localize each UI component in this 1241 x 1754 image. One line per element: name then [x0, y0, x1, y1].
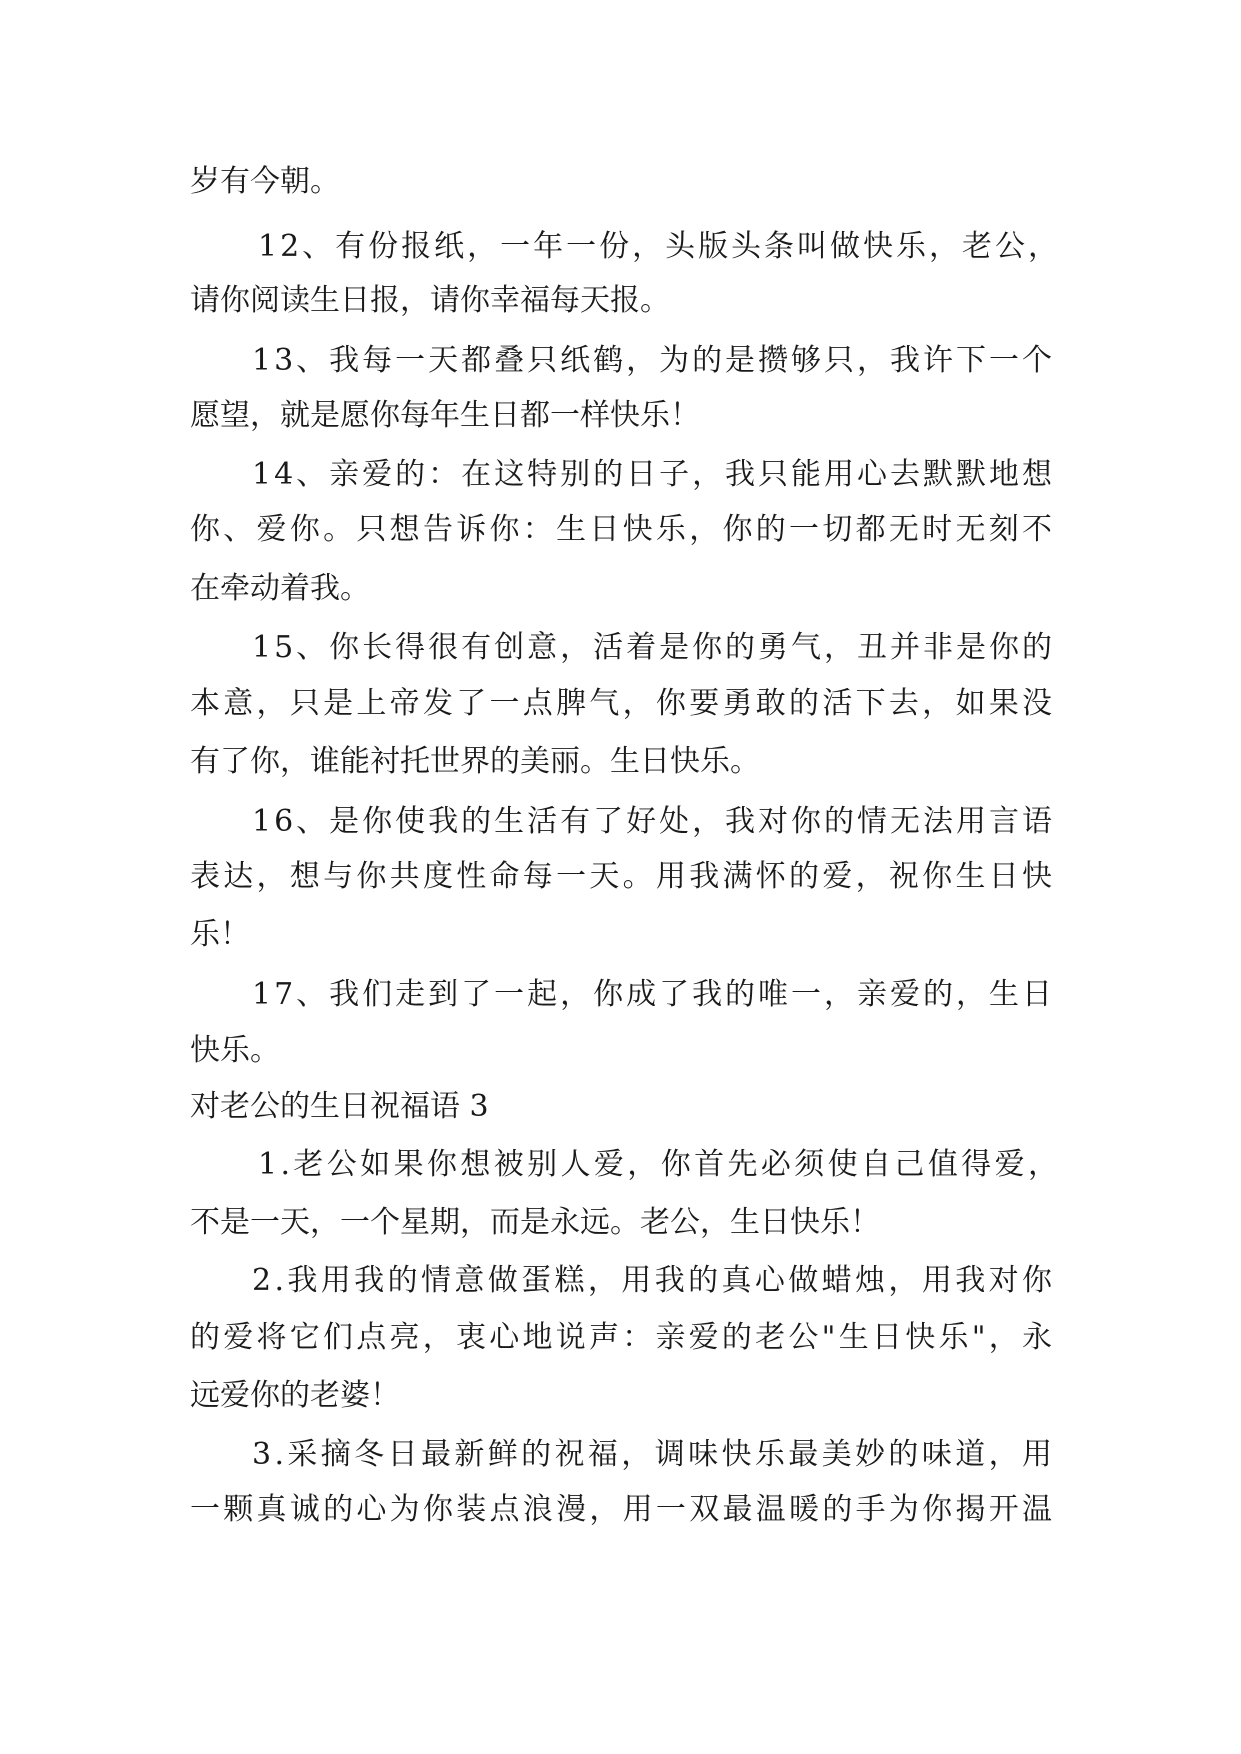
- text-line: [0, 153, 1241, 211]
- text-line-content: 的爱将它们点亮，衷心地说声：亲爱的老公"生日快乐"，永: [190, 1320, 1056, 1355]
- text-line: [0, 848, 1241, 906]
- text-line-content: 12、有份报纸，一年一份，头版头条叫做快乐，老公，: [258, 229, 1061, 264]
- text-line: [0, 733, 1241, 791]
- paragraph-first-line: [0, 446, 1241, 504]
- text-line: [0, 1309, 1241, 1367]
- text-line-content: 一颗真诚的心为你装点浪漫，用一双最温暖的手为你揭开温: [190, 1492, 1056, 1527]
- text-line-content: 16、是你使我的生活有了好处，我对你的情无法用言语: [252, 804, 1055, 839]
- text-line-content: 17、我们走到了一起，你成了我的唯一，亲爱的，生日: [252, 977, 1055, 1012]
- text-line: [0, 1481, 1241, 1539]
- paragraph-first-line: [0, 619, 1241, 677]
- text-line-content: 本意，只是上帝发了一点脾气，你要勇敢的活下去，如果没: [190, 686, 1056, 721]
- paragraph-first-line: [0, 1426, 1241, 1484]
- text-line: [0, 1022, 1241, 1080]
- text-line-content: 15、你长得很有创意，活着是你的勇气，丑并非是你的: [252, 630, 1055, 665]
- text-line-content: 表达，想与你共度性命每一天。用我满怀的爱，祝你生日快: [190, 859, 1056, 894]
- section-heading: [0, 1078, 1241, 1136]
- text-line-content: 快乐。: [190, 1033, 280, 1068]
- paragraph-first-line: [0, 966, 1241, 1024]
- paragraph-first-line: [0, 332, 1241, 390]
- text-line: [0, 560, 1241, 618]
- text-line-content: 岁有今朝。: [190, 164, 340, 199]
- text-line: [0, 1367, 1241, 1425]
- text-line: [0, 1194, 1241, 1252]
- paragraph-first-line: [0, 1136, 1241, 1194]
- text-line-content: 乐！: [190, 917, 250, 952]
- text-line-content: 3.采摘冬日最新鲜的祝福，调味快乐最美妙的味道，用: [252, 1437, 1056, 1472]
- text-line-content: 请你阅读生日报，请你幸福每天报。: [190, 283, 670, 318]
- text-line-content: 2.我用我的情意做蛋糕，用我的真心做蜡烛，用我对你: [252, 1263, 1056, 1298]
- text-line-content: 在牵动着我。: [190, 571, 370, 606]
- text-line-content: 13、我每一天都叠只纸鹤，为的是攒够只，我许下一个: [252, 343, 1055, 378]
- text-line-content: 有了你，谁能衬托世界的美丽。生日快乐。: [190, 744, 760, 779]
- text-line: [0, 906, 1241, 964]
- text-line-content: 1.老公如果你想被别人爱，你首先必须使自己值得爱，: [258, 1147, 1062, 1182]
- section-heading-text: 对老公的生日祝福语 3: [190, 1089, 489, 1124]
- text-line: [0, 501, 1241, 559]
- text-line-content: 你、爱你。只想告诉你：生日快乐，你的一切都无时无刻不: [190, 512, 1056, 547]
- text-line-content: 14、亲爱的：在这特别的日子，我只能用心去默默地想: [252, 457, 1055, 492]
- text-line-content: 不是一天，一个星期，而是永远。老公，生日快乐！: [190, 1205, 880, 1240]
- text-line: [0, 675, 1241, 733]
- text-line-content: 远爱你的老婆！: [190, 1378, 400, 1413]
- text-line-content: 愿望，就是愿你每年生日都一样快乐！: [190, 398, 700, 433]
- text-line: [0, 272, 1241, 330]
- text-line: [0, 387, 1241, 445]
- paragraph-first-line: [0, 1252, 1241, 1310]
- paragraph-first-line: [0, 793, 1241, 851]
- paragraph-first-line: [0, 218, 1241, 276]
